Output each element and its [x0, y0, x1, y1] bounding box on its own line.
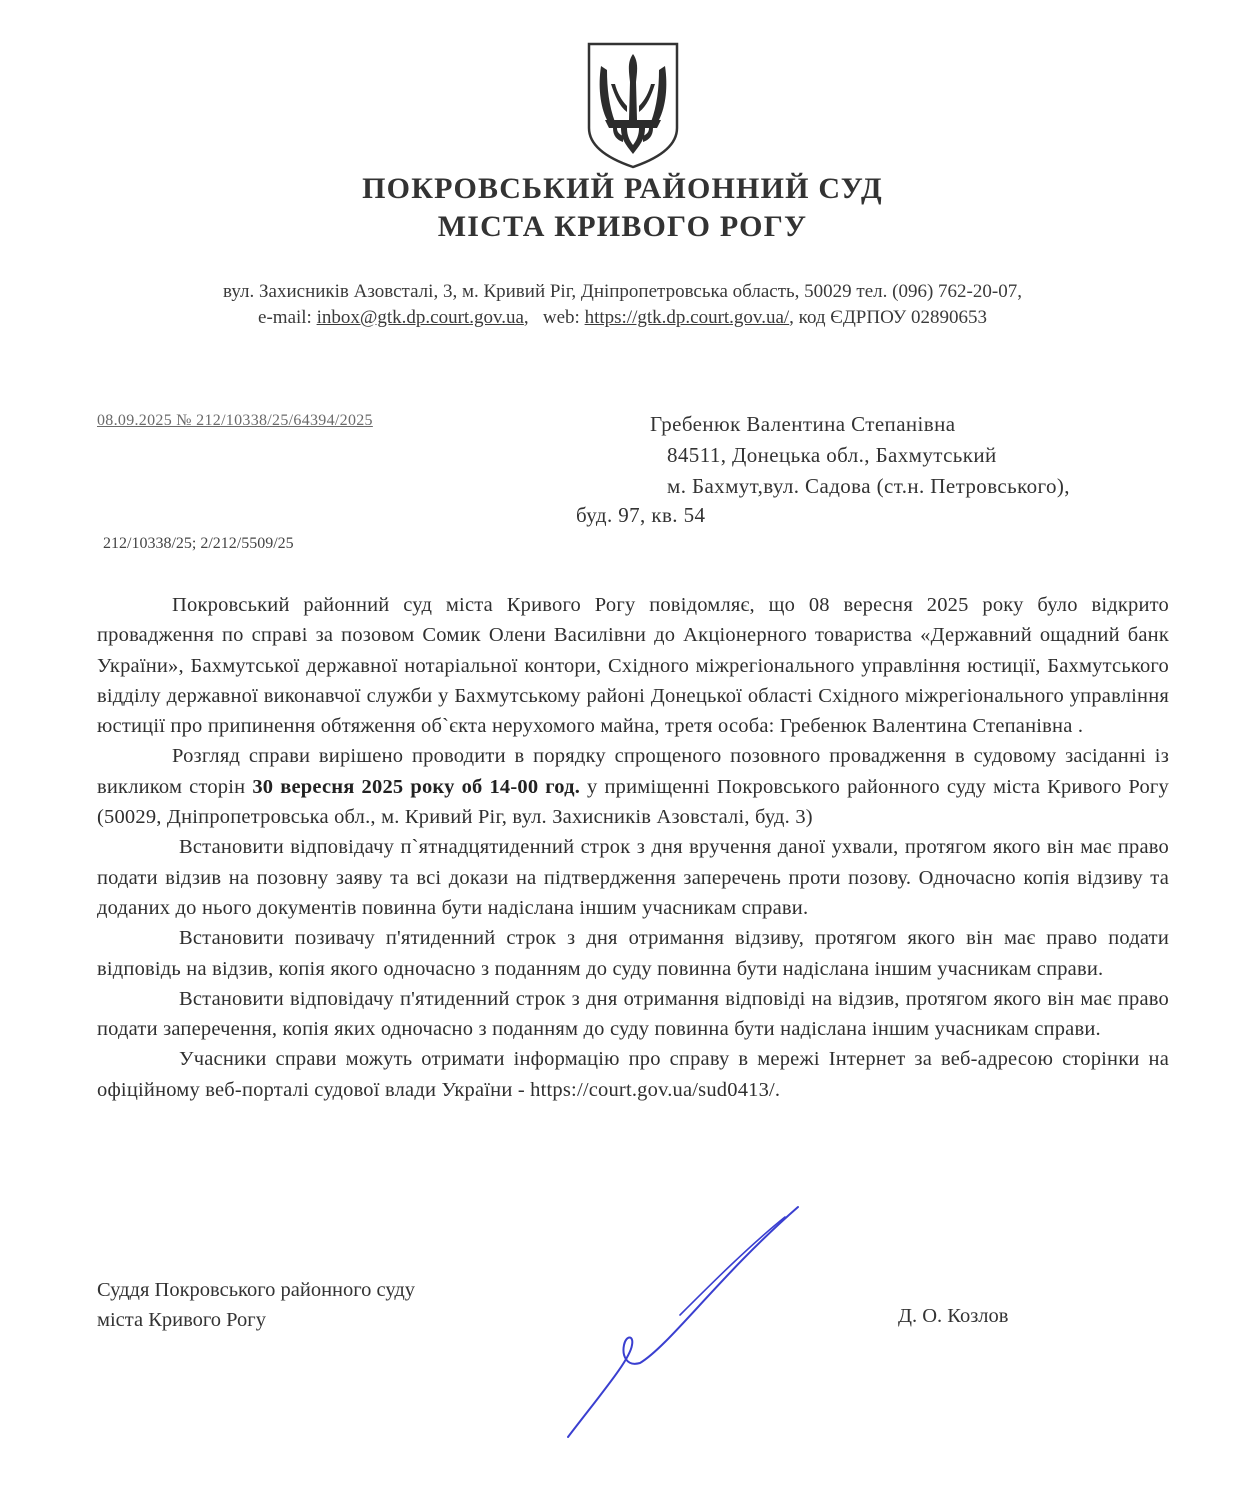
court-name-line1: ПОКРОВСЬКИЙ РАЙОННИЙ СУД: [362, 172, 883, 205]
paragraph-2-start: Розгляд справи вирішено проводити в порядку спрощеного позовного провадження в судовому засіданні із викликом сторін: [97, 745, 1169, 798]
addressee-name: Гребенюк Валентина Степанівна: [650, 412, 956, 436]
notice-body: [97, 590, 1169, 1105]
judge-title-line2: міста Кривого Рогу: [97, 1309, 266, 1331]
paragraph-2: [97, 741, 1169, 832]
trident-emblem-icon: [585, 40, 681, 170]
web-link[interactable]: https://gtk.dp.court.gov.ua/: [584, 307, 790, 328]
contact-address: вул. Захисників Азовсталі, 3, м. Кривий Ріг, Дніпропетровська область, 50029 тел. (096) 762-20-07,: [223, 281, 1022, 302]
paragraph-6: Учасники справи можуть отримати інформацію про справу в мережі Інтернет за веб-адресою сторінки на офіційному веб-порталі судової влади України - https://court.gov.ua/sud0413/.: [97, 1048, 1169, 1101]
edrpou-code: код ЄДРПОУ 02890653: [798, 307, 987, 328]
paragraph-2-end: у приміщенні Покровського районного суду міста Кривого Рогу (50029, Дніпропетровська обл., м. Кривий Ріг, вул. Захисників Азовсталі, буд. 3): [97, 775, 1169, 829]
judge-title: [97, 1275, 415, 1335]
paragraph-3: Встановити відповідачу п`ятнадцятиденний строк з дня вручення даної ухвали, протягом якого він має право подати відзив на позовну заяву та всі докази на підтвердження заперечень проти позову. Одночасно копія відзиву та доданих до нього документів повинна бути надіслана іншим учасникам справи.: [97, 836, 1169, 919]
email-link[interactable]: inbox@gtk.dp.court.gov.ua: [316, 307, 524, 328]
addressee-address-line2: м. Бахмут,вул. Садова (ст.н. Петровського),: [667, 474, 1070, 498]
hearing-datetime: 30 вересня 2025 року об 14-00 год.: [252, 775, 581, 798]
judge-title-line1: Суддя Покровського районного суду: [97, 1279, 416, 1301]
paragraph-4: Встановити позивачу п'ятиденний строк з дня отримання відзиву, протягом якого він має право подати відповідь на відзив, копія якого одночасно з поданням до суду повинна бути надіслана іншим учасникам справи.: [97, 927, 1169, 980]
paragraph-5: Встановити відповідачу п'ятиденний строк з дня отримання відповіді на відзив, протягом якого він має право подати заперечення, копія яких одночасно з поданням до суду повинна бути надіслана іншим учасникам справи.: [97, 987, 1169, 1041]
email-label: e-mail:: [258, 307, 312, 328]
addressee-address-line3: буд. 97, кв. 54: [576, 503, 706, 527]
addressee-address-line1: 84511, Донецька обл., Бахмутський: [667, 443, 997, 467]
paragraph-1: Покровський районний суд міста Кривого Рогу повідомляє, що 08 вересня 2025 року було відкрито провадження по справі за позовом Сомик Олени Василівни до Акціонерного товариства «Державний ощадний банк України», Бахмутської державної нотаріальної контори, Східного міжрегіонального управління юстиції, Бахмутського відділу державної виконавчої служби у Бахмутському районі Донецької області Східного міжрегіонального управління юстиції про припинення обтяження об`єкта нерухомого майна, третя особа: Гребенюк Валентина Степанівна .: [97, 594, 1169, 738]
registration-number: 08.09.2025 № 212/10338/25/64394/2025: [97, 412, 373, 429]
web-label: web:: [542, 307, 580, 328]
handwritten-signature: [560, 1195, 810, 1445]
court-name-line2: МІСТА КРИВОГО РОГУ: [437, 210, 808, 243]
judge-name: Д. О. Козлов: [898, 1305, 1009, 1327]
contact-online: e-mail: inbox@gtk.dp.court.gov.ua, web: https://gtk.dp.court.gov.ua/, код ЄДРПОУ 02890653: [258, 307, 987, 328]
case-numbers: 212/10338/25; 2/212/5509/25: [103, 535, 294, 552]
